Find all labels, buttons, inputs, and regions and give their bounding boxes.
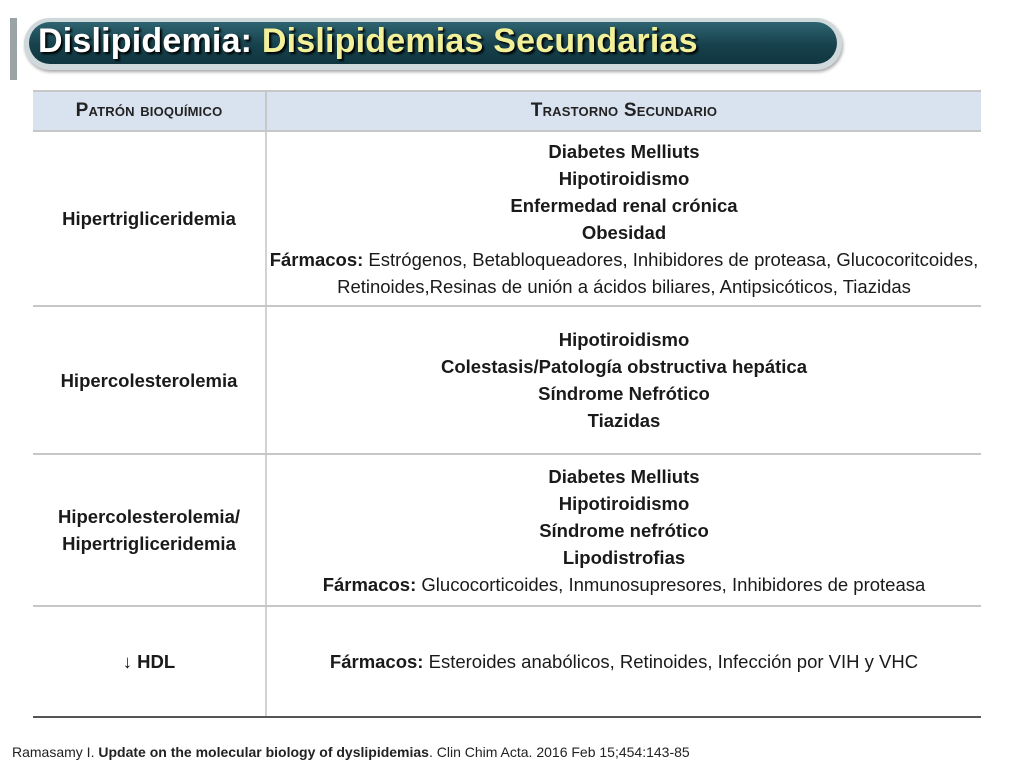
disorder-item: Diabetes Melliuts [548, 140, 700, 162]
table-row [33, 131, 981, 306]
table-row [33, 306, 981, 454]
title-accent-stripe [10, 18, 17, 80]
pattern-label: HDL [137, 651, 176, 672]
drugs-text: Estrógenos, Betabloqueadores, Inhibidores de proteasa, Glucocoritcoides, [363, 248, 979, 270]
disorder-item: Hipotiroidismo [558, 329, 690, 350]
data-table [33, 92, 981, 716]
disorder-cell [266, 454, 981, 606]
drugs-label: Fármacos: [329, 651, 424, 672]
disorder-item: Colestasis/Patología obstructiva hepática [441, 356, 807, 377]
drugs-text: Glucocorticoides, Inmunosupresores, Inhibidores de proteasa [416, 573, 926, 595]
disorder-item: Lipodistrofias [562, 546, 686, 568]
drugs-line [267, 571, 981, 598]
reference-article-title: Update on the molecular biology of dyslipidemias [98, 744, 429, 760]
reference-footnote [12, 744, 690, 760]
disorder-item: Síndrome Nefrótico [538, 383, 710, 404]
reference-author: Ramasamy I. [12, 744, 99, 760]
column-header-pattern: Patrón bioquímico [33, 92, 266, 131]
drugs-label: Fármacos: [322, 573, 417, 595]
drugs-text-continued: Retinoides,Resinas de unión a ácidos biliares, Antipsicóticos, Tiazidas [337, 275, 911, 297]
disorder-item: Hipotiroidismo [558, 167, 690, 189]
disorder-item: Hipotiroidismo [558, 492, 690, 514]
disorder-cell [266, 606, 981, 716]
pattern-cell [33, 131, 266, 306]
table-row [33, 454, 981, 606]
table-row [33, 606, 981, 716]
disorder-cell [266, 131, 981, 306]
disorder-item: Obesidad [581, 221, 667, 243]
column-header-disorder: Trastorno Secundario [266, 92, 981, 131]
pattern-label: Hipertrigliceridemia [62, 533, 236, 554]
disorder-item: Enfermedad renal crónica [510, 194, 738, 216]
drugs-line [267, 246, 981, 273]
pattern-label: Hipercolesterolemia/ [58, 506, 240, 527]
disorder-cell [266, 306, 981, 454]
pattern-cell [33, 454, 266, 606]
disorder-item: Tiazidas [587, 410, 661, 431]
title-sub: Dislipidemias Secundarias [261, 22, 698, 60]
pattern-label: Hipercolesterolemia [60, 369, 238, 391]
drugs-line [267, 648, 981, 675]
drugs-label: Fármacos: [269, 248, 364, 270]
drugs-text: Esteroides anabólicos, Retinoides, Infección por VIH y VHC [423, 651, 919, 672]
pattern-cell [33, 606, 266, 716]
title-main: Dislipidemia: [38, 22, 262, 60]
table-header-row [33, 92, 981, 131]
secondary-dyslipidemia-table [33, 90, 981, 718]
disorder-item: Síndrome nefrótico [539, 519, 709, 541]
reference-citation: . Clin Chim Acta. 2016 Feb 15;454:143-85 [428, 744, 690, 760]
disorder-item: Diabetes Melliuts [548, 465, 700, 487]
page-title [38, 22, 698, 61]
down-arrow-icon: ↓ [122, 651, 133, 672]
pattern-label: Hipertrigliceridemia [62, 208, 236, 229]
pattern-cell [33, 306, 266, 454]
